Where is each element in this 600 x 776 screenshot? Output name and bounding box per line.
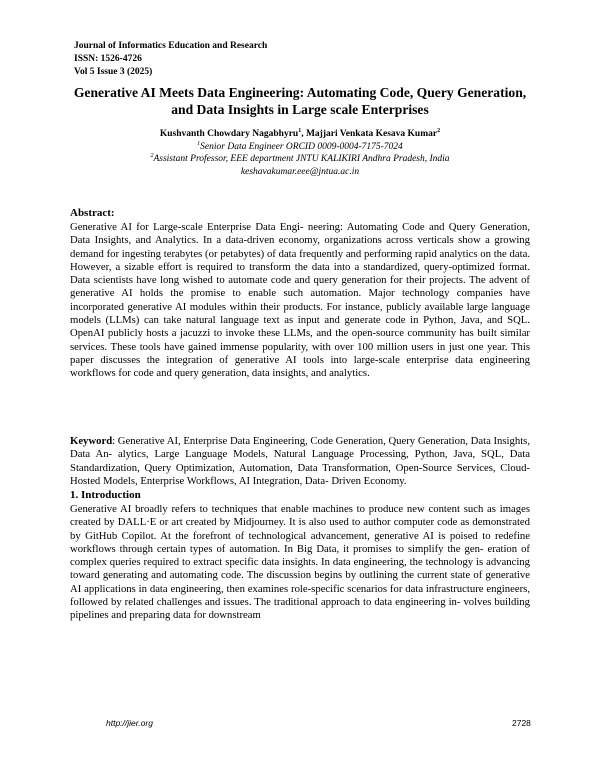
author-2: Majjari Venkata Kesava Kumar [305,129,438,139]
affiliation-1 [60,141,540,154]
journal-volume: Vol 5 Issue 3 (2025) [74,67,153,77]
author-names [60,128,540,141]
page-number: 2728 [512,718,531,728]
journal-issn: ISSN: 1526-4726 [74,54,142,64]
author-1: Kushvanth Chowdary Nagabhyru [159,129,299,139]
introduction-text: Generative AI broadly refers to techniques that enable machines to produce new content such as images created by DALL·E or art created by Midjourney. It is also used to author computer code as demonstrated by GitHub Copilot. At the forefront of technological advancement, generative AI is poised to redefine workflows through certain types of automation. In Big Data, it promises to simplify the gen- eration of complex queries required to extract specific data insights. In data engineering, the technology is advancing toward generating and automating code. The discussion begins by outlining the current state of generative AI applications in data engineering, then examines role-specific scenarios for data infrastructure engineers, followed by related challenges and issues. The traditional approach to data engineering in- volves building pipelines and preparing data for downstream [70,503,530,622]
title-line-1: Generative AI Meets Data Engineering: Automating Code, Query Generation, [73,85,527,100]
affiliation-1-sup: 1 [197,140,201,147]
author-block [60,128,540,178]
paper-title [60,84,540,118]
abstract-text: Generative AI for Large-scale Enterprise Data Engi- neering: Automating Code and Query Generation, Data Insights, and Analytics. In a data-driven economy, organizations across verticals show a growing demand for ingesting terabytes (or petabytes) of data frequently and performing rapid analytics on the data. However, a sizable effort is required to transform the data into a standardized, query-optimized format. Data scientists have long wished to automate code and query generation for their projects. The advent of generative AI holds the promise to enable such automation. Major technology companies have incorporated generative AI modules within their products. For instance, publicly available large language models (LLMs) can take natural language text as input and generate code in Python, Java, and SQL. OpenAI publicly hosts a jacuzzi to invoke these LLMs, and the open-source community has built similar services. These tools have gained immense popularity, with over 100 million users in just one year. This paper discusses the integration of generative AI tools into large-scale enterprise data engineering workflows for code and query generation, data insights, and analytics. [70,221,530,380]
keywords-text: : Generative AI, Enterprise Data Engineering, Code Generation, Query Generation, Data Insights, Data An- alytics, Large Language Models, Natural Language Processing, Python, Java, SQL, Data Standardization, Query Optimization, Automation, Data Transformation, Open-Source Services, Cloud- Hosted Models, Enterprise Workflows, AI Integration, Data- Driven Economy. [70,435,531,487]
keywords-paragraph [70,435,530,488]
abstract-heading: Abstract: [70,207,115,219]
title-line-2: and Data Insights in Large scale Enterprises [171,102,429,117]
affiliation-2-text: Assistant Professor, EEE department JNTU KALIKIRI Andhra Pradesh, India [153,154,450,165]
introduction-heading: 1. Introduction [70,489,141,501]
keywords-label: Keyword [70,435,113,447]
footer-url[interactable]: http://jier.org [106,718,153,728]
affiliation-2-sup: 2 [150,153,154,160]
journal-header [74,40,267,79]
affiliation-1-text: Senior Data Engineer ORCID 0009-0004-7175-7024 [200,141,403,152]
author-email: keshavakumar.eee@jntua.ac.in [240,166,360,177]
author-separator: , [301,129,306,139]
journal-name: Journal of Informatics Education and Research [74,41,268,51]
author-1-sup: 1 [298,127,302,134]
affiliation-2 [60,153,540,166]
author-2-sup: 2 [437,127,441,134]
